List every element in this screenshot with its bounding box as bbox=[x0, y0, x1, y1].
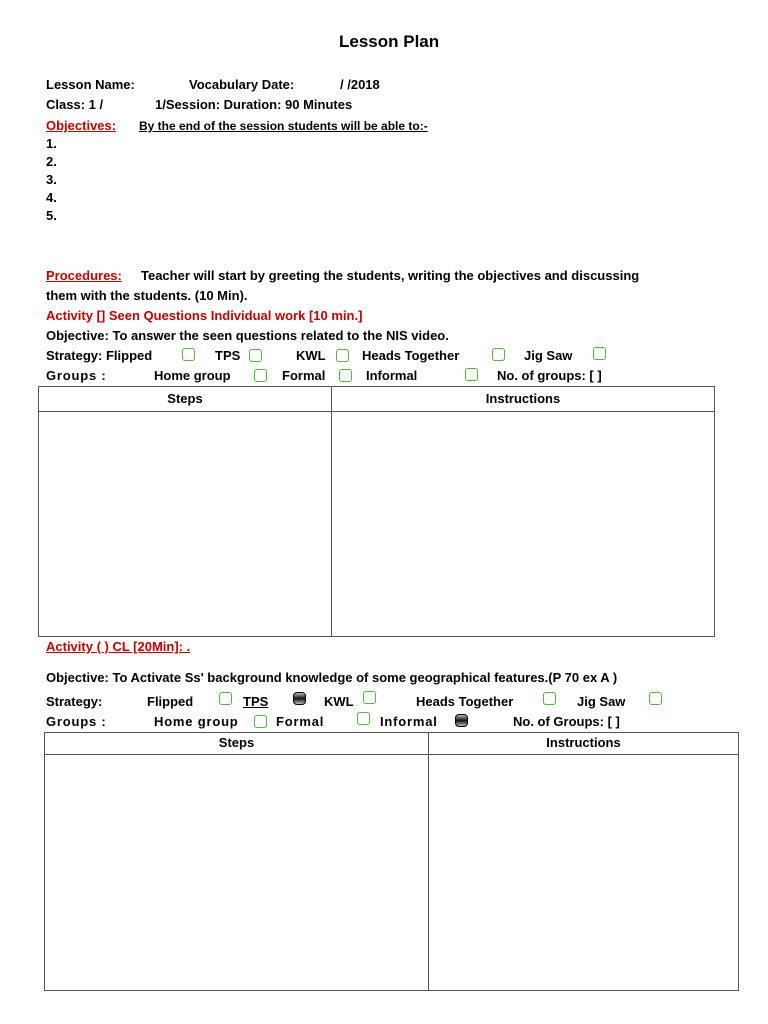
home-group-label: Home group bbox=[154, 714, 239, 729]
vocabulary-date-label: Vocabulary Date: bbox=[189, 77, 295, 92]
activity-1-table bbox=[38, 386, 715, 637]
procedures-label: Procedures: bbox=[46, 268, 122, 283]
activity-2-strategy-label: Strategy: bbox=[46, 694, 103, 709]
tps-label: TPS bbox=[243, 694, 269, 709]
activity-1-groups-label: Groups : bbox=[46, 368, 107, 383]
formal-checkbox[interactable] bbox=[339, 369, 352, 382]
activity-2-objective: Objective: To Activate Ss' background knowledge of some geographical features.(P 70 ex A ) bbox=[46, 670, 618, 685]
home-group-checkbox[interactable] bbox=[254, 369, 267, 382]
jig-saw-label: Jig Saw bbox=[577, 694, 626, 709]
flipped-checkbox[interactable] bbox=[182, 348, 195, 361]
home-group-label: Home group bbox=[154, 368, 231, 383]
kwl-checkbox[interactable] bbox=[336, 349, 349, 362]
informal-label: Informal bbox=[380, 714, 438, 729]
steps-header: Steps bbox=[167, 391, 203, 406]
objective-item-3: 3. bbox=[46, 172, 57, 187]
number-of-groups: No. of groups: [ ] bbox=[497, 368, 602, 383]
tps-checkbox-checked[interactable] bbox=[293, 692, 306, 705]
date-value: / /2018 bbox=[340, 77, 380, 92]
procedures-line-2: them with the students. (10 Min). bbox=[46, 288, 248, 303]
informal-checkbox-checked[interactable] bbox=[455, 714, 468, 727]
instructions-header: Instructions bbox=[485, 391, 561, 406]
lesson-name-label: Lesson Name: bbox=[46, 77, 135, 92]
formal-checkbox[interactable] bbox=[357, 712, 370, 725]
tps-checkbox[interactable] bbox=[249, 349, 262, 362]
kwl-label: KWL bbox=[324, 694, 354, 709]
heads-together-checkbox[interactable] bbox=[492, 348, 505, 361]
formal-label: Formal bbox=[282, 368, 326, 383]
kwl-checkbox[interactable] bbox=[363, 691, 376, 704]
informal-checkbox[interactable] bbox=[465, 368, 478, 381]
formal-label: Formal bbox=[276, 714, 325, 729]
objectives-label: Objectives: bbox=[46, 118, 117, 133]
tps-label: TPS bbox=[215, 348, 241, 363]
steps-header: Steps bbox=[218, 735, 255, 750]
activity-2-table bbox=[44, 732, 739, 991]
activity-1-strategy-label: Strategy: Flipped bbox=[46, 348, 153, 363]
page-title: Lesson Plan bbox=[339, 32, 440, 51]
steps-cell[interactable] bbox=[39, 412, 330, 636]
kwl-label: KWL bbox=[296, 348, 326, 363]
session-duration: 1/Session: Duration: 90 Minutes bbox=[155, 97, 353, 112]
instructions-header: Instructions bbox=[546, 735, 621, 750]
activity-1-objective: Objective: To answer the seen questions related to the NIS video. bbox=[46, 328, 449, 343]
instructions-cell[interactable] bbox=[332, 412, 714, 636]
objective-item-2: 2. bbox=[46, 154, 57, 169]
jig-saw-checkbox[interactable] bbox=[593, 347, 606, 360]
flipped-label: Flipped bbox=[147, 694, 194, 709]
heads-together-label: Heads Together bbox=[416, 694, 514, 709]
class-label: Class: 1 / bbox=[46, 97, 104, 112]
objectives-text: By the end of the session students will be able to:- bbox=[139, 119, 428, 133]
heads-together-label: Heads Together bbox=[362, 348, 460, 363]
home-group-checkbox[interactable] bbox=[254, 715, 267, 728]
procedures-line-1: Teacher will start by greeting the students, writing the objectives and discussing bbox=[141, 268, 640, 283]
activity-2-groups-label: Groups : bbox=[46, 714, 107, 729]
heads-together-checkbox[interactable] bbox=[543, 692, 556, 705]
flipped-checkbox[interactable] bbox=[219, 692, 232, 705]
jig-saw-label: Jig Saw bbox=[524, 348, 573, 363]
objective-item-5: 5. bbox=[46, 208, 57, 223]
activity-1-title: Activity [] Seen Questions Individual work [10 min.] bbox=[46, 308, 363, 323]
jig-saw-checkbox[interactable] bbox=[649, 692, 662, 705]
informal-label: Informal bbox=[366, 368, 418, 383]
objective-item-1: 1. bbox=[46, 136, 57, 151]
instructions-cell[interactable] bbox=[429, 755, 738, 990]
number-of-groups: No. of Groups: [ ] bbox=[513, 714, 620, 729]
activity-2-title: Activity ( ) CL [20Min]: . bbox=[46, 639, 191, 654]
steps-cell[interactable] bbox=[45, 755, 427, 990]
objective-item-4: 4. bbox=[46, 190, 57, 205]
